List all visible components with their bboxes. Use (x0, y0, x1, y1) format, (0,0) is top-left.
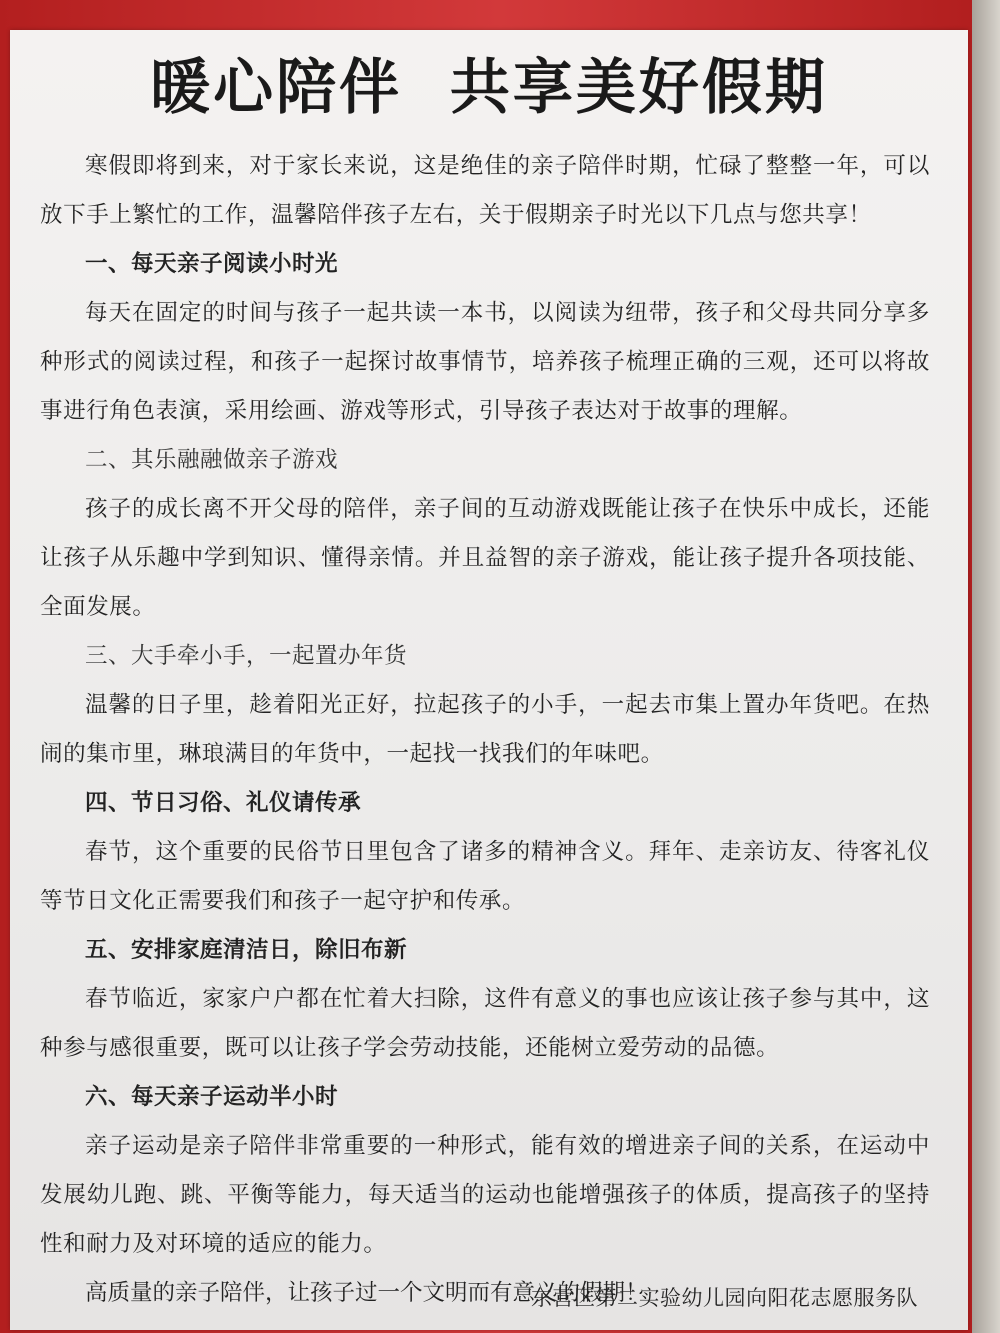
section-heading-3: 三、大手牵小手，一起置办年货 (85, 643, 408, 669)
section-text-1: 每天在固定的时间与孩子一起共读一本书，以阅读为纽带，孩子和父母共同分享多种形式的阅读过程，和孩子一起探讨故事情节，培养孩子梳理正确的三观，还可以将故事进行角色表演，采用绘画、游戏等形式，引导孩子表达对于故事的理解。 (40, 300, 930, 424)
section-text-3: 温馨的日子里，趁着阳光正好，拉起孩子的小手，一起去市集上置办年货吧。在热闹的集市里，琳琅满目的年货中，一起找一找我们的年味吧。 (40, 692, 930, 767)
section-text-6: 亲子运动是亲子陪伴非常重要的一种形式，能有效的增进亲子间的关系，在运动中发展幼儿跑、跳、平衡等能力，每天适当的运动也能增强孩子的体质，提高孩子的坚持性和耐力及对环境的适应的能力。 (40, 1133, 930, 1257)
section-heading-4: 四、节日习俗、礼仪请传承 (85, 790, 362, 816)
section-text-5: 春节临近，家家户户都在忙着大扫除，这件有意义的事也应该让孩子参与其中，这种参与感很重要，既可以让孩子学会劳动技能，还能树立爱劳动的品德。 (40, 986, 930, 1061)
notice-title: 暖心陪伴 共享美好假期 (150, 53, 828, 123)
notice-body (40, 142, 930, 1318)
notice-paper (10, 30, 968, 1330)
section-heading-6: 六、每天亲子运动半小时 (85, 1084, 339, 1110)
intro-paragraph: 寒假即将到来，对于家长来说，这是绝佳的亲子陪伴时期，忙碌了整整一年，可以放下手上繁忙的工作，温馨陪伴孩子左右，关于假期亲子时光以下几点与您共享！ (40, 153, 930, 228)
section-heading-2: 二、其乐融融做亲子游戏 (85, 447, 339, 473)
section-text-4: 春节，这个重要的民俗节日里包含了诸多的精神含义。拜年、走亲访友、待客礼仪等节日文化正需要我们和孩子一起守护和传承。 (40, 839, 930, 914)
section-heading-5: 五、安排家庭清洁日，除旧布新 (85, 937, 408, 963)
page-edge (972, 0, 1000, 1333)
section-heading-1: 一、每天亲子阅读小时光 (85, 251, 339, 277)
closing-line: 高质量的亲子陪伴，让孩子过一个文明而有意义的假期！ (85, 1280, 648, 1306)
signature: 东营区第二实验幼儿园向阳花志愿服务队 (531, 1286, 918, 1310)
section-text-2: 孩子的成长离不开父母的陪伴，亲子间的互动游戏既能让孩子在快乐中成长，还能让孩子从乐趣中学到知识、懂得亲情。并且益智的亲子游戏，能让孩子提升各项技能、全面发展。 (40, 496, 930, 620)
